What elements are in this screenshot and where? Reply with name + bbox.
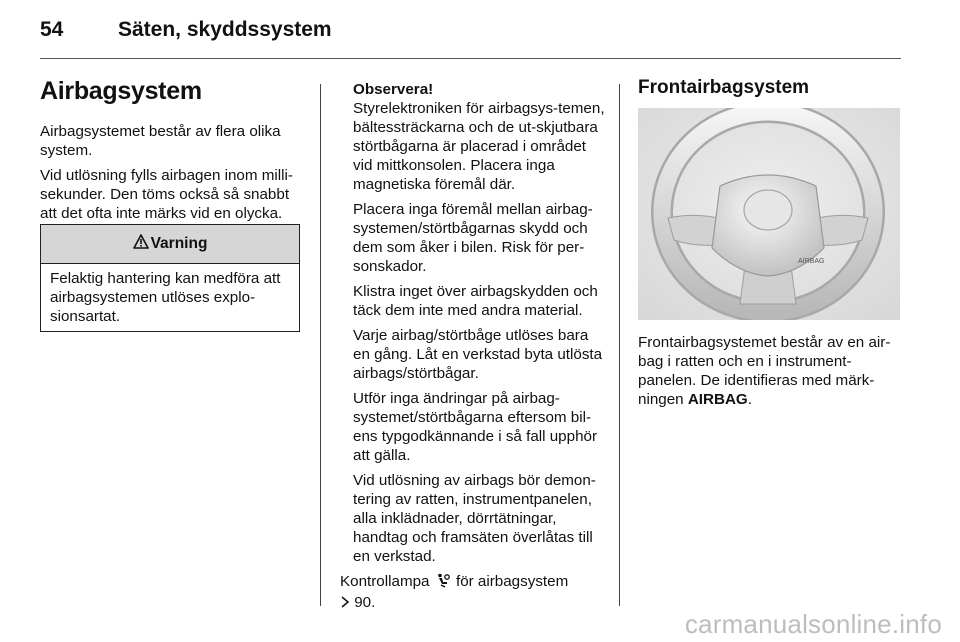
note-paragraph: Placera inga föremål mellan airbag-systemen/störtbågarnas skydd och dem som åker i bilen. Risk för per-sonskador. (353, 201, 593, 275)
airbag-lamp-icon (436, 573, 450, 593)
steering-wheel-image (638, 108, 900, 320)
note-paragraph: Styrelektroniken för airbagsys-temen, bältessträckarna och de ut-skjutbara störtbågarna är placerad i området vid mittkonsolen. Placera inga magnetiska föremål där. (353, 100, 605, 193)
heading-frontairbagsystem: Frontairbagsystem (638, 77, 810, 98)
page-number: 54 (40, 18, 64, 41)
note-paragraph: Vid utlösning av airbags bör demon-tering av ratten, instrumentpanelen, alla inklädnader, dörrtätningar, handtag och framsäten överlåtas till en verkstad. (353, 472, 596, 565)
note-paragraph: Varje airbag/störtbåge utlöses bara en gång. Låt en verkstad byta utlösta airbags/störtbågar. (353, 327, 603, 382)
warning-box (40, 224, 300, 332)
frontairbag-text: Frontairbagsystemet består av en air-bag i ratten och en i instrument-panelen. De identifieras med märk-ningen (638, 334, 891, 408)
warning-header (41, 225, 299, 264)
note-block (353, 80, 605, 566)
note-paragraph: Klistra inget över airbagskydden och täck dem inte med andra material. (353, 283, 598, 319)
control-lamp-text: Kontrollampa (340, 573, 430, 590)
frontairbag-description (638, 333, 903, 409)
frontairbag-text-end: . (747, 391, 752, 408)
control-lamp-suffix: för airbagsystem (455, 573, 569, 590)
header-rule (40, 58, 901, 59)
column-airbagsystem (40, 76, 305, 229)
note-title: Observera! (353, 81, 434, 98)
paragraph-deployment: Vid utlösning fylls airbagen inom milli-sekunder. Den töms också så snabbt att det ofta inte märks vid en olycka. (40, 167, 293, 222)
airbag-marking: AIRBAG (687, 391, 748, 408)
page-reference-icon (340, 594, 350, 613)
warning-text: Felaktig hantering kan medföra att airbagsystemen utlöses explo-sionsartat. (50, 270, 281, 325)
page-reference[interactable] (340, 593, 605, 613)
control-lamp-line (340, 572, 605, 593)
section-title: Säten, skyddssystem (118, 18, 332, 41)
page-reference-number: 90. (354, 594, 376, 611)
note-paragraph: Utför inga ändringar på airbag-systemet/störtbågarna eftersom bil-ens typgodkännande i så fall upphör att gälla. (353, 390, 598, 464)
wheel-airbag-label: AIRBAG (798, 258, 825, 265)
watermark: carmanualsonline.info (684, 609, 942, 639)
heading-airbagsystem: Airbagsystem (40, 77, 202, 105)
column-frontairbag (638, 76, 903, 100)
column-divider-right (619, 84, 620, 606)
warning-title: Varning (150, 235, 208, 252)
warning-triangle-icon (133, 234, 151, 254)
column-note (340, 80, 605, 613)
paragraph-intro: Airbagsystemet består av flera olika system. (40, 123, 281, 159)
column-divider-left (320, 84, 321, 606)
